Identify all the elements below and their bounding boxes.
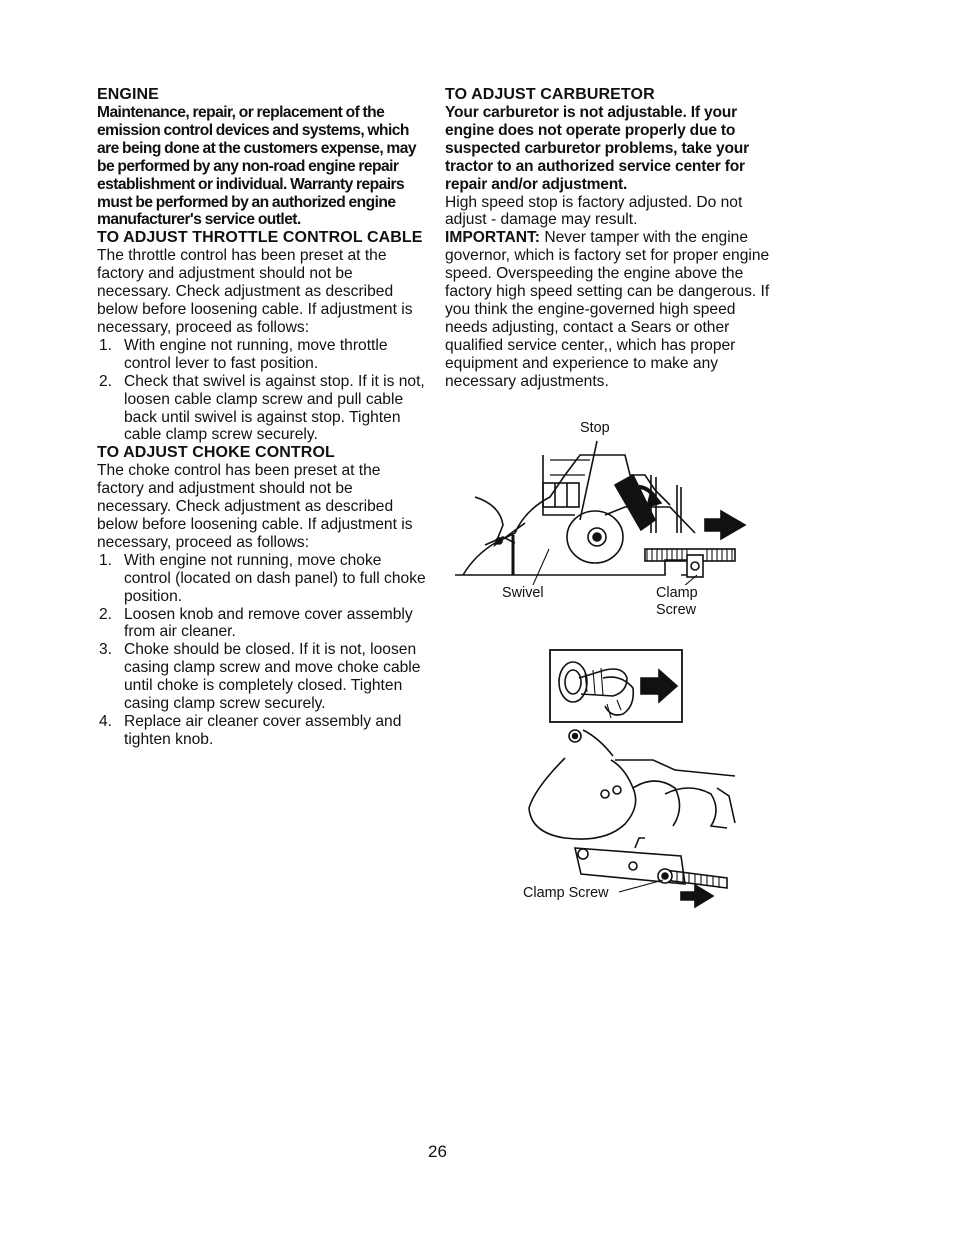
- engine-text: Maintenance, repair, or replacement of the emission control devices and systems, which are being done at the customers expense, may be performed by any non-road engine repair establishment or individual. Warranty repairs must be performed by an authorized engine manufacturer's service outlet.: [97, 104, 416, 229]
- step-text: Choke should be closed. If it is not, loosen casing clamp screw and move choke cable until choke is completely closed. Tighten casing clamp screw securely.: [124, 641, 421, 713]
- right-column: [445, 86, 775, 391]
- step-number: 4.: [99, 713, 113, 730]
- choke-intro: The choke control has been preset at the factory and adjustment should not be necessary. Check adjustment as described below before loosening cable. If adjustment is necessary, proceed as follows:: [97, 462, 413, 551]
- list-item: [97, 337, 427, 373]
- step-number: 2.: [99, 605, 113, 623]
- carburetor-important: [445, 229, 775, 390]
- engine-section: [97, 86, 427, 229]
- step-text: Check that swivel is against stop. If it is not, loosen cable clamp screw and pull cable back until swivel is against stop. Tighten cable clamp screw securely.: [124, 372, 425, 444]
- throttle-figure: [455, 415, 755, 625]
- carburetor-heading: TO ADJUST CARBURETOR: [445, 86, 655, 103]
- step-text: Replace air cleaner cover assembly and tighten knob.: [124, 713, 402, 748]
- carburetor-text-2: High speed stop is factory adjusted. Do not adjust - damage may result.: [445, 193, 743, 229]
- step-text: With engine not running, move throttle control lever to fast position.: [124, 336, 388, 372]
- throttle-steps: [97, 337, 427, 444]
- step-number: 2.: [99, 372, 113, 390]
- throttle-heading: TO ADJUST THROTTLE CONTROL CABLE: [97, 229, 423, 247]
- choke-section: [97, 444, 427, 749]
- page-number: 26: [428, 1142, 447, 1161]
- screw-label: Screw: [656, 602, 696, 618]
- step-text: Loosen knob and remove cover assembly from air cleaner.: [124, 605, 413, 641]
- list-item: [97, 713, 427, 749]
- step-number: 1.: [99, 336, 113, 354]
- choke-heading: TO ADJUST CHOKE CONTROL: [97, 444, 335, 462]
- carburetor-section: [445, 86, 775, 391]
- list-item: [97, 641, 427, 713]
- clamp-screw-label: Clamp Screw: [523, 885, 609, 901]
- engine-heading: ENGINE: [97, 86, 159, 103]
- swivel-label: Swivel: [502, 585, 544, 601]
- step-text: With engine not running, move choke control (located on dash panel) to full choke position.: [124, 551, 426, 605]
- carburetor-text-1: Your carburetor is not adjustable. If your engine does not operate properly due to suspected carburetor problems, take your tractor to an authorized service center for repair and/or adjustment.: [445, 104, 749, 193]
- step-number: 3.: [99, 641, 113, 659]
- list-item: [97, 552, 427, 606]
- clamp-label: Clamp: [656, 585, 698, 601]
- list-item: [97, 606, 427, 642]
- throttle-intro: The throttle control has been preset at the factory and adjustment should not be necessary. Check adjustment as described below before loosening cable. If adjustment is necessary, proceed as follows:: [97, 247, 413, 336]
- throttle-section: [97, 229, 427, 444]
- choke-control-illustration: [515, 648, 755, 910]
- list-item: [97, 373, 427, 445]
- step-number: 1.: [99, 551, 113, 569]
- important-label: IMPORTANT:: [445, 229, 540, 247]
- important-text: Never tamper with the engine governor, which is factory set for proper engine speed. Overspeeding the engine above the factory high speed setting can be dangerous. If you think the engine-governed high speed needs adjusting, contact a Sears or other qualified service center,, which has proper equipment and experience to make any necessary adjustments.: [445, 229, 770, 390]
- throttle-linkage-illustration: [455, 415, 755, 585]
- left-column: [97, 86, 427, 749]
- choke-figure: [515, 648, 755, 910]
- choke-steps: [97, 552, 427, 749]
- stop-label: Stop: [580, 420, 610, 436]
